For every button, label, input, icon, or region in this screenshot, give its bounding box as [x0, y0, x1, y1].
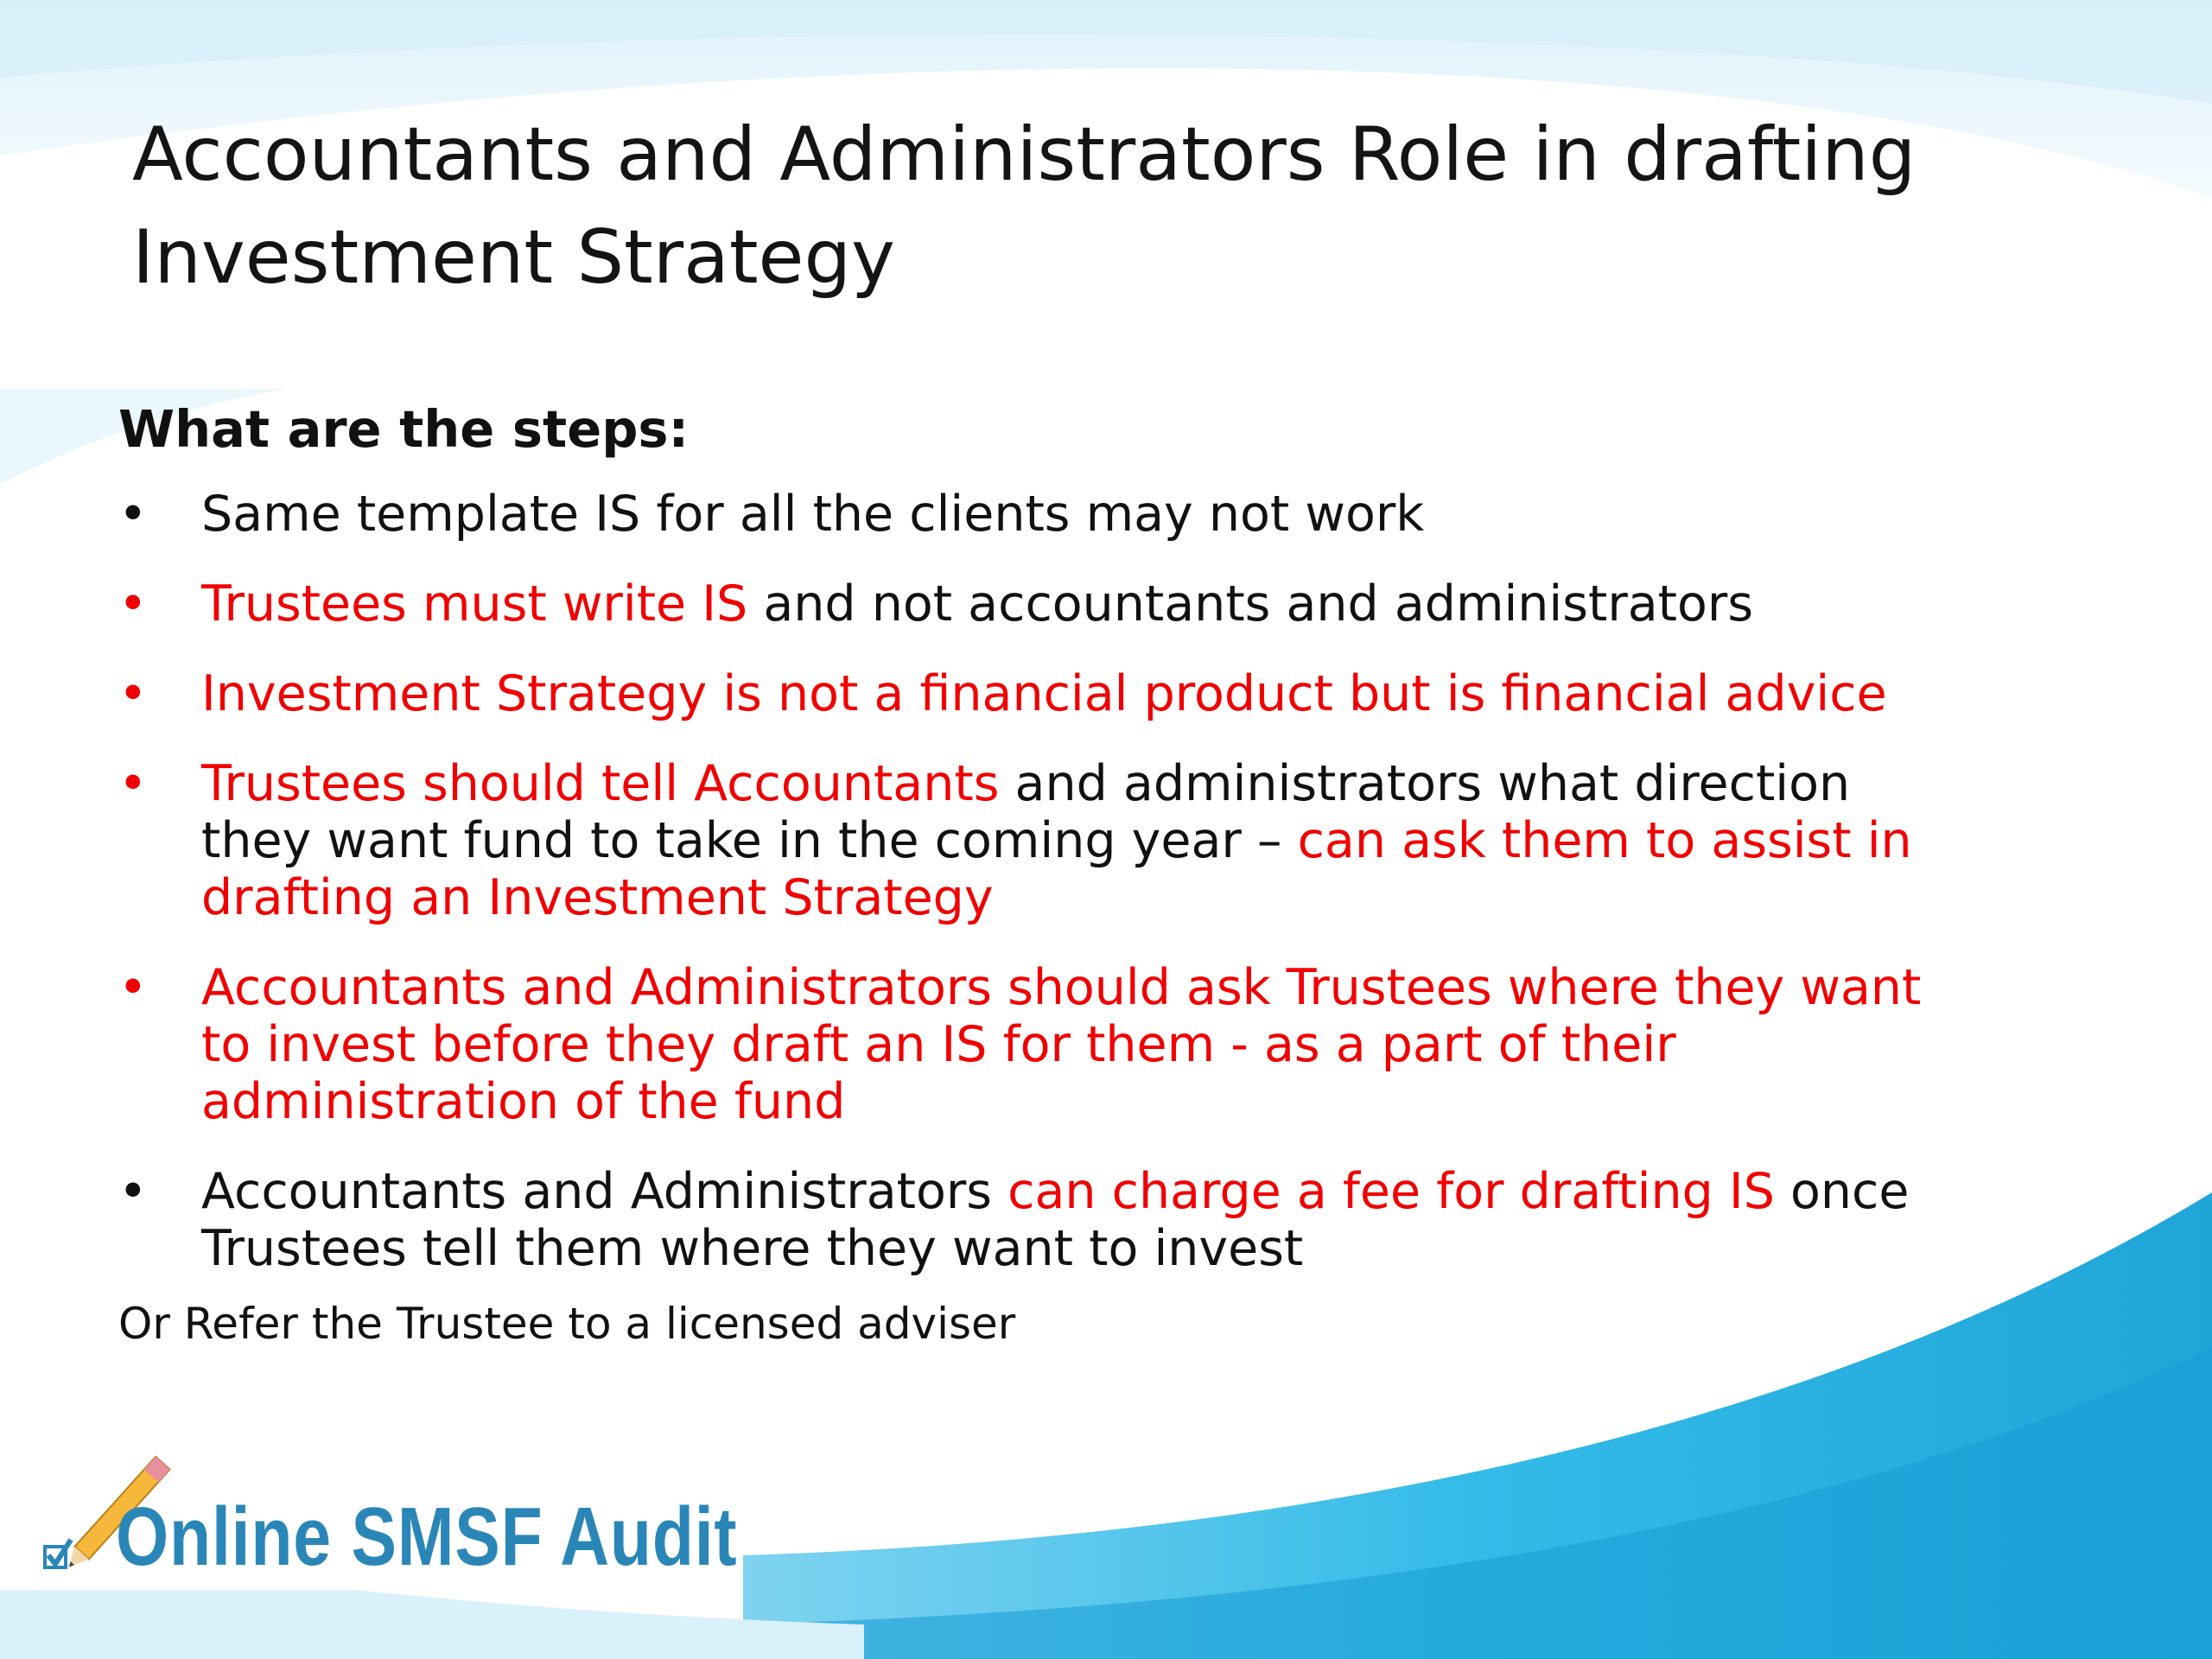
bullet-text: Same template IS for all the clients may not work — [201, 486, 1425, 543]
bullet-item — [118, 486, 1950, 543]
bullet-dot: • — [118, 486, 148, 543]
bullet-dot: • — [118, 665, 148, 722]
steps-heading: What are the steps: — [118, 399, 690, 459]
bullet-dot: • — [118, 755, 148, 812]
bullet-text: and administrators what direction they want fund to take in the coming year – — [201, 755, 1851, 869]
bullet-item — [118, 575, 1950, 632]
bullet-item — [118, 755, 1950, 926]
brand-logo-text: Online SMSF Audit — [116, 1491, 738, 1583]
bullet-list — [118, 486, 1950, 1310]
bullet-item — [118, 959, 1950, 1130]
bullet-text: Accountants and Administrators — [201, 1163, 1008, 1220]
bullet-dot: • — [118, 959, 148, 1016]
bullet-text-highlight: can charge a fee for drafting IS — [1007, 1163, 1775, 1220]
bullet-text-highlight: Accountants and Administrators should ask Trustees where they want to invest before they draft an IS for them - as a part of their administration of the fund — [201, 959, 1922, 1130]
bullet-dot: • — [118, 1163, 148, 1220]
slide-title: Accountants and Administrators Role in drafting Investment Strategy — [132, 111, 1916, 301]
bullet-text-highlight: Investment Strategy is not a financial product but is financial advice — [201, 665, 1887, 722]
bullet-text-highlight: can ask them to assist in drafting an Investment Strategy — [201, 812, 1912, 926]
bullet-text-highlight: Trustees should tell Accountants — [201, 755, 1000, 812]
bullet-text: and not accountants and administrators — [747, 575, 1754, 632]
bullet-text-highlight: Trustees must write IS — [201, 575, 748, 632]
bullet-dot: • — [118, 575, 148, 632]
bullet-text: once Trustees tell them where they want to invest — [201, 1163, 1910, 1277]
bullet-item — [118, 1163, 1950, 1277]
closing-note: Or Refer the Trustee to a licensed adviser — [118, 1299, 1016, 1349]
bullet-item — [118, 665, 1950, 722]
